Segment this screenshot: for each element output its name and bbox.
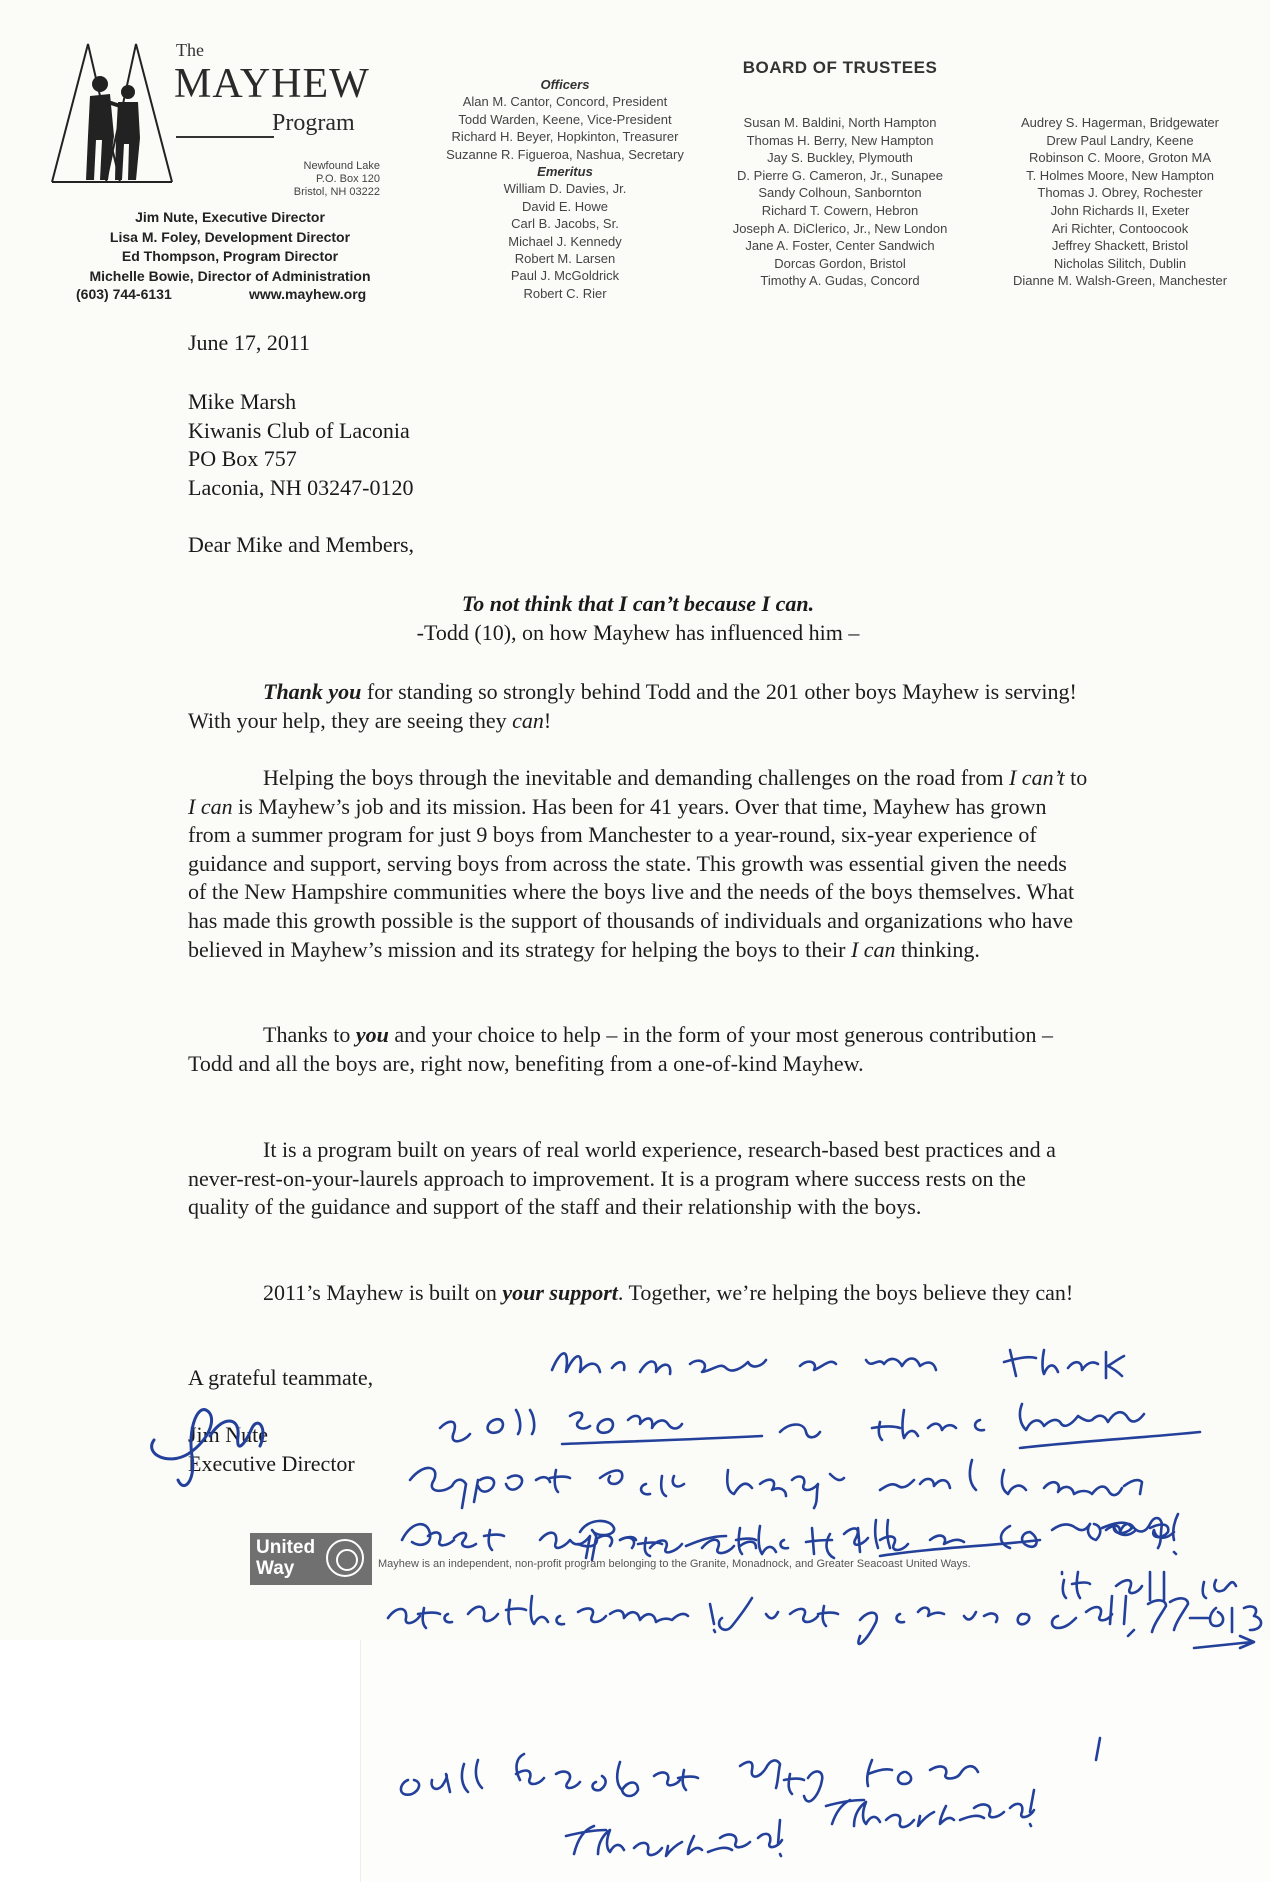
staff-line: Michelle Bowie, Director of Administration (89, 267, 371, 284)
officer-line: Todd Warden, Keene, Vice-President (458, 111, 672, 127)
staff-line: Lisa M. Foley, Development Director (109, 228, 351, 245)
trustee-line: Jane A. Foster, Center Sandwich (745, 238, 935, 254)
handwriting-line-4 (402, 1514, 1178, 1560)
closing-text: A grateful teammate, (188, 1365, 374, 1390)
trustee-line: Robinson C. Moore, Groton MA (1028, 150, 1212, 166)
handwriting-line-7 (388, 1596, 1261, 1648)
address-line: Newfound Lake (303, 160, 380, 172)
emphasis-text: your support (502, 1280, 618, 1305)
staff-line: Ed Thompson, Program Director (121, 248, 339, 264)
trustee-line: Nicholas Silitch, Dublin (1053, 255, 1187, 271)
trustee-line: Dianne M. Walsh-Green, Manchester (1012, 273, 1228, 289)
trustee-line: Joseph A. DiClerico, Jr., New London (732, 220, 948, 236)
board-heading: BOARD OF TRUSTEES (742, 58, 938, 77)
handwriting-line-8 (401, 1738, 1100, 1801)
emeritus-heading: Emeritus (537, 164, 593, 180)
trustee-line: Ari Richter, Contoocook (1051, 220, 1189, 236)
address-line: P.O. Box 120 (315, 173, 380, 185)
body-paragraph: Thanks to you and your choice to help – in the form of your most generous contribution – Todd and all the boys are, right now, benefiting from a one-of-kind Mayhew. (188, 1022, 1054, 1076)
letter-date: June 17, 2011 (188, 330, 311, 355)
body-paragraph: 2011’s Mayhew is built on your support. Together, we’re helping the boys believe they can! (263, 1280, 1074, 1305)
handwriting-line-6 (1062, 1572, 1236, 1600)
united-way-text: United (256, 1537, 316, 1558)
trustee-line: Thomas H. Berry, New Hampton (746, 132, 934, 148)
body-paragraph: Thank you for standing so strongly behind Todd and the 201 other boys Mayhew is serving! With your help, they are seeing they can! (188, 679, 1077, 733)
trustee-line: Jeffrey Shackett, Bristol (1051, 238, 1189, 254)
emeritus-line: Robert M. Larsen (514, 251, 616, 267)
address-line: Bristol, NH 03222 (293, 186, 380, 198)
quote-attribution: -Todd (10), on how Mayhew has influenced him – (416, 619, 860, 645)
trustee-line: Audrey S. Hagerman, Bridgewater (1021, 115, 1219, 130)
trustee-line: John Richards II, Exeter (1050, 202, 1190, 218)
website-link[interactable]: www.mayhew.org (249, 286, 367, 302)
handwriting-line-1 (552, 1350, 1124, 1378)
emphasis-text: I can (850, 936, 896, 962)
body-paragraph: Helping the boys through the inevitable and demanding challenges on the road from I can’t to I can is Mayhew’s job and its mission. Has been for 41 years. Over that time, Mayhew has grown from a summer program for just 9 boys from Manchester to a year-round, six-year experience of guidance and support, serving boys from across the state. This growth was essential given the needs of the New Hampshire communities where the boys live and the needs of the boys themselves. What has made this growth possible is the support of thousands of individuals and organizations who have believed in Mayhew’s mission and its strategy for helping the boys to their I can thinking. (188, 765, 1088, 962)
recipient-line: Laconia, NH 03247-0120 (188, 474, 414, 500)
trustee-line: Susan M. Baldini, North Hampton (743, 115, 937, 130)
united-way-text: Way (256, 1558, 295, 1579)
officer-line: Richard H. Beyer, Hopkinton, Treasurer (451, 129, 679, 145)
trustee-line: Richard T. Cowern, Hebron (761, 202, 919, 218)
phone-number: (603) 744-6131 (76, 286, 172, 302)
emphasis-text: can (512, 707, 544, 733)
signer-title: Executive Director (188, 1450, 355, 1476)
emphasis-text: I can’t (1008, 765, 1065, 790)
signer-name: Jim Nute (188, 1422, 269, 1448)
quote-text: To not think that I can’t because I can. (461, 591, 815, 616)
emeritus-line: Paul J. McGoldrick (510, 268, 620, 284)
emeritus-line: William D. Davies, Jr. (503, 181, 627, 197)
trustee-line: Sandy Colhoun, Sanbornton (758, 185, 922, 201)
officer-line: Suzanne R. Figueroa, Nashua, Secretary (446, 146, 684, 162)
trustee-line: Timothy A. Gudas, Concord (760, 273, 920, 289)
salutation: Dear Mike and Members, (188, 532, 415, 557)
trustee-line: Dorcas Gordon, Bristol (774, 255, 906, 271)
body-paragraph: It is a program built on years of real world experience, research-based best practices and a never-rest-on-your-laurels approach to improvement. It is a program where success rests on the quality of the guidance and support of the staff and their relationship with the boys. (188, 1137, 1056, 1220)
emphasis-text: I can (188, 793, 233, 819)
logo-name-text: MAYHEW (174, 61, 370, 107)
logo-the-text: The (176, 40, 204, 60)
recipient-line: Kiwanis Club of Laconia (188, 417, 410, 443)
trustee-line: D. Pierre G. Cameron, Jr., Sunapee (737, 167, 943, 183)
recipient-line: Mike Marsh (188, 389, 297, 414)
handwriting-line-2 (440, 1404, 1200, 1448)
emphasis-text: you (355, 1022, 389, 1047)
emeritus-line: Carl B. Jacobs, Sr. (511, 216, 619, 232)
handwriting-line-3 (410, 1460, 1142, 1508)
emphasis-text: Thank you (263, 679, 362, 704)
emeritus-line: Robert C. Rier (523, 285, 607, 301)
trustee-line: T. Holmes Moore, New Hampton (1026, 167, 1214, 183)
handwriting-line-9 (566, 1790, 1034, 1856)
footer-note: Mayhew is an independent, non-profit program belonging to the Granite, Monadnock, and Greater Seacoast United Ways. (378, 1558, 971, 1570)
trustee-line: Jay S. Buckley, Plymouth (767, 150, 913, 166)
trustee-line: Drew Paul Landry, Keene (1046, 132, 1194, 148)
officers-heading: Officers (540, 77, 590, 92)
logo-program-text: Program (272, 110, 355, 136)
emeritus-line: David E. Howe (522, 198, 608, 214)
emeritus-line: Michael J. Kennedy (508, 233, 622, 249)
staff-line: Jim Nute, Executive Director (135, 209, 325, 225)
officer-line: Alan M. Cantor, Concord, President (462, 94, 668, 110)
trustee-line: Thomas J. Obrey, Rochester (1037, 185, 1203, 201)
recipient-line: PO Box 757 (188, 446, 297, 472)
